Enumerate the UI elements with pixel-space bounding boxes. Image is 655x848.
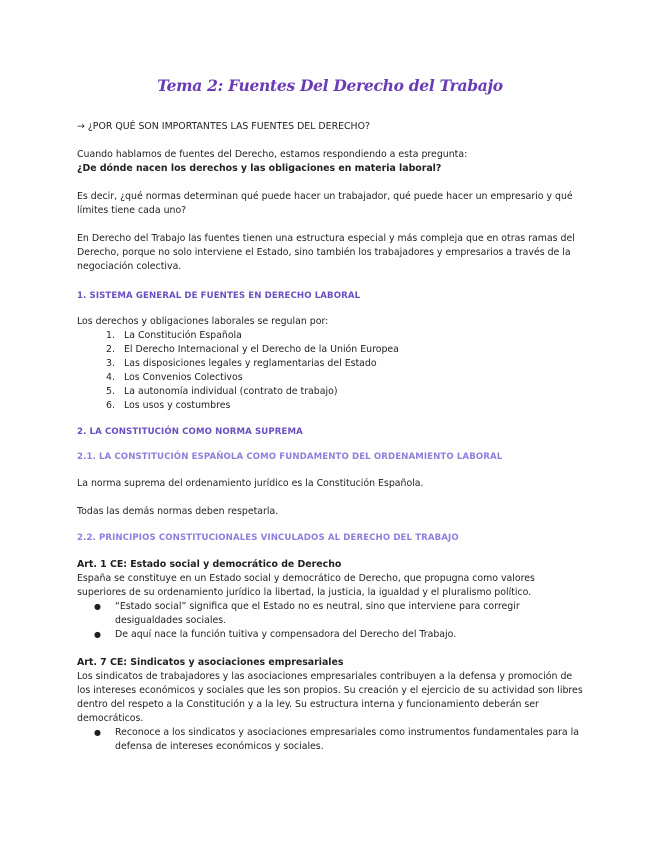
page-title: Tema 2: Fuentes Del Derecho del Trabajo bbox=[157, 76, 503, 95]
list-item: 5. La autonomía individual (contrato de trabajo) bbox=[106, 386, 338, 397]
list-item: 1. La Constitución Española bbox=[106, 330, 242, 341]
intro-paragraph-2: Es decir, ¿qué normas determinan qué puede hacer un trabajador, qué puede hacer un empresario y qué límites tiene cada uno? bbox=[77, 191, 573, 216]
section-2-1-heading: 2.1. LA CONSTITUCIÓN ESPAÑOLA COMO FUNDAMENTO DEL ORDENAMIENTO LABORAL bbox=[77, 452, 503, 462]
section-2-2-heading: 2.2. PRINCIPIOS CONSTITUCIONALES VINCULADOS AL DERECHO DEL TRABAJO bbox=[77, 533, 459, 543]
bullet-icon: ● bbox=[94, 630, 101, 639]
section-2-1-paragraph-2: Todas las demás normas deben respetarla. bbox=[77, 506, 279, 517]
list-item: ● “Estado social” significa que el Estado no es neutral, sino que interviene para corregir desigualdades sociales. bbox=[77, 600, 583, 628]
intro-p1-question: ¿De dónde nacen los derechos y las obligaciones en materia laboral? bbox=[77, 163, 442, 174]
art-7-bullets bbox=[77, 726, 583, 754]
art-1-text: España se constituye en un Estado social y democrático de Derecho, que propugna como valores superiores de su ordenamiento jurídico la libertad, la justicia, la igualdad y el pluralismo político. bbox=[77, 573, 535, 598]
list-item: 4. Los Convenios Colectivos bbox=[106, 372, 243, 383]
sources-list bbox=[77, 329, 583, 413]
art-1-heading: Art. 1 CE: Estado social y democrático de Derecho bbox=[77, 559, 342, 570]
list-item: ● Reconoce a los sindicatos y asociaciones empresariales como instrumentos fundamentales para la defensa de intereses económicos y sociales. bbox=[77, 726, 583, 754]
intro-paragraph-1 bbox=[77, 148, 583, 176]
bullet-icon: ● bbox=[94, 602, 101, 611]
list-item: 3. Las disposiciones legales y reglamentarias del Estado bbox=[106, 358, 377, 369]
section-1-heading: 1. SISTEMA GENERAL DE FUENTES EN DERECHO LABORAL bbox=[77, 291, 361, 301]
section-2-1-paragraph-1: La norma suprema del ordenamiento jurídico es la Constitución Española. bbox=[77, 478, 424, 489]
intro-p1-line1: Cuando hablamos de fuentes del Derecho, estamos respondiendo a esta pregunta: bbox=[77, 149, 468, 160]
art-7-text: Los sindicatos de trabajadores y las asociaciones empresariales contribuyen a la defensa y promoción de los intereses económicos y sociales que les son propios. Su creación y el ejercicio de su actividad son libres dentro del respeto a la Constitución y a la ley. Su estructura interna y funcionamiento deberán ser democráticos. bbox=[77, 671, 583, 724]
section-1-lead: Los derechos y obligaciones laborales se regulan por: bbox=[77, 316, 329, 327]
list-item: 2. El Derecho Internacional y el Derecho de la Unión Europea bbox=[106, 344, 399, 355]
art-7-heading: Art. 7 CE: Sindicatos y asociaciones empresariales bbox=[77, 657, 344, 668]
section-2-heading: 2. LA CONSTITUCIÓN COMO NORMA SUPREMA bbox=[77, 427, 303, 437]
art-1-bullets bbox=[77, 600, 583, 642]
list-item: ● De aquí nace la función tuitiva y compensadora del Derecho del Trabajo. bbox=[77, 628, 583, 642]
bullet-icon: ● bbox=[94, 728, 101, 737]
intro-paragraph-3: En Derecho del Trabajo las fuentes tienen una estructura especial y más compleja que en otras ramas del Derecho, porque no solo interviene el Estado, sino también los trabajadores y empresarios a través de la negociación colectiva. bbox=[77, 233, 575, 272]
intro-question: → ¿POR QUÉ SON IMPORTANTES LAS FUENTES DEL DERECHO? bbox=[77, 121, 370, 132]
list-item: 6. Los usos y costumbres bbox=[106, 400, 231, 411]
